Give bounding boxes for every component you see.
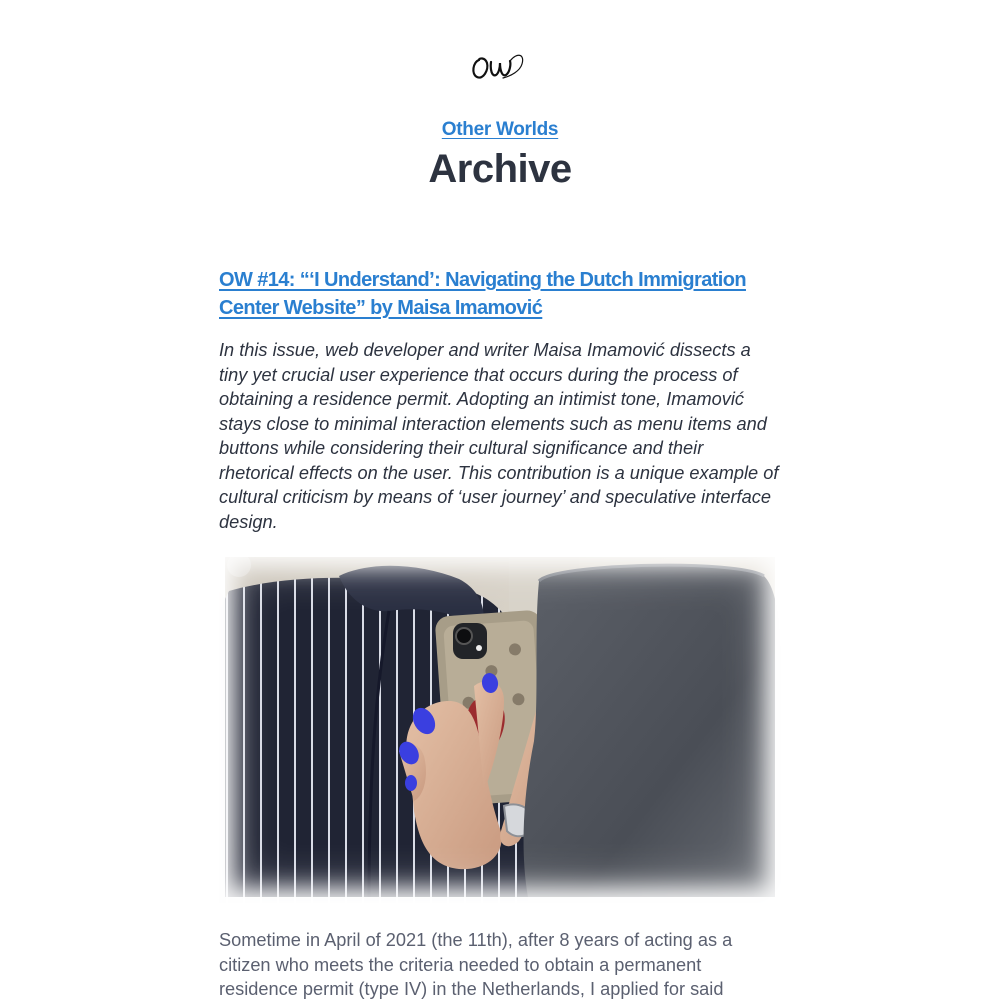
article-body-text: Sometime in April of 2021 (the 11th), after 8 years of acting as a citizen who meets the criteria needed to obtain a permanent residence permit (type IV) in the Netherlands, I applied for said [219,930,733,999]
site-logo[interactable] [0,44,1000,90]
article-summary: In this issue, web developer and writer Maisa Imamović dissects a tiny yet crucial user experience that occurs during the process of obtaining a residence permit. Adopting an intimist tone, Imamović stays close to minimal interaction elements such as menu items and buttons while considering their cultural significance and their rhetorical effects on the user. This contribution is a unique example of cultural criticism by means of ‘user journey’ and speculative interface design. [219,340,779,532]
article-hero-image[interactable] [219,551,781,903]
photo-mirror-selfie-icon [219,551,781,903]
article-title-link[interactable] [219,266,781,322]
article-entry [219,266,781,534]
page-title: Archive [428,147,572,191]
publication-link[interactable]: Other Worlds [441,119,559,140]
ow-logo-icon [465,44,535,90]
article-title[interactable]: OW #14: “‘I Understand’: Navigating the Dutch Immigration Center Website” by Maisa Imamović [219,269,746,319]
